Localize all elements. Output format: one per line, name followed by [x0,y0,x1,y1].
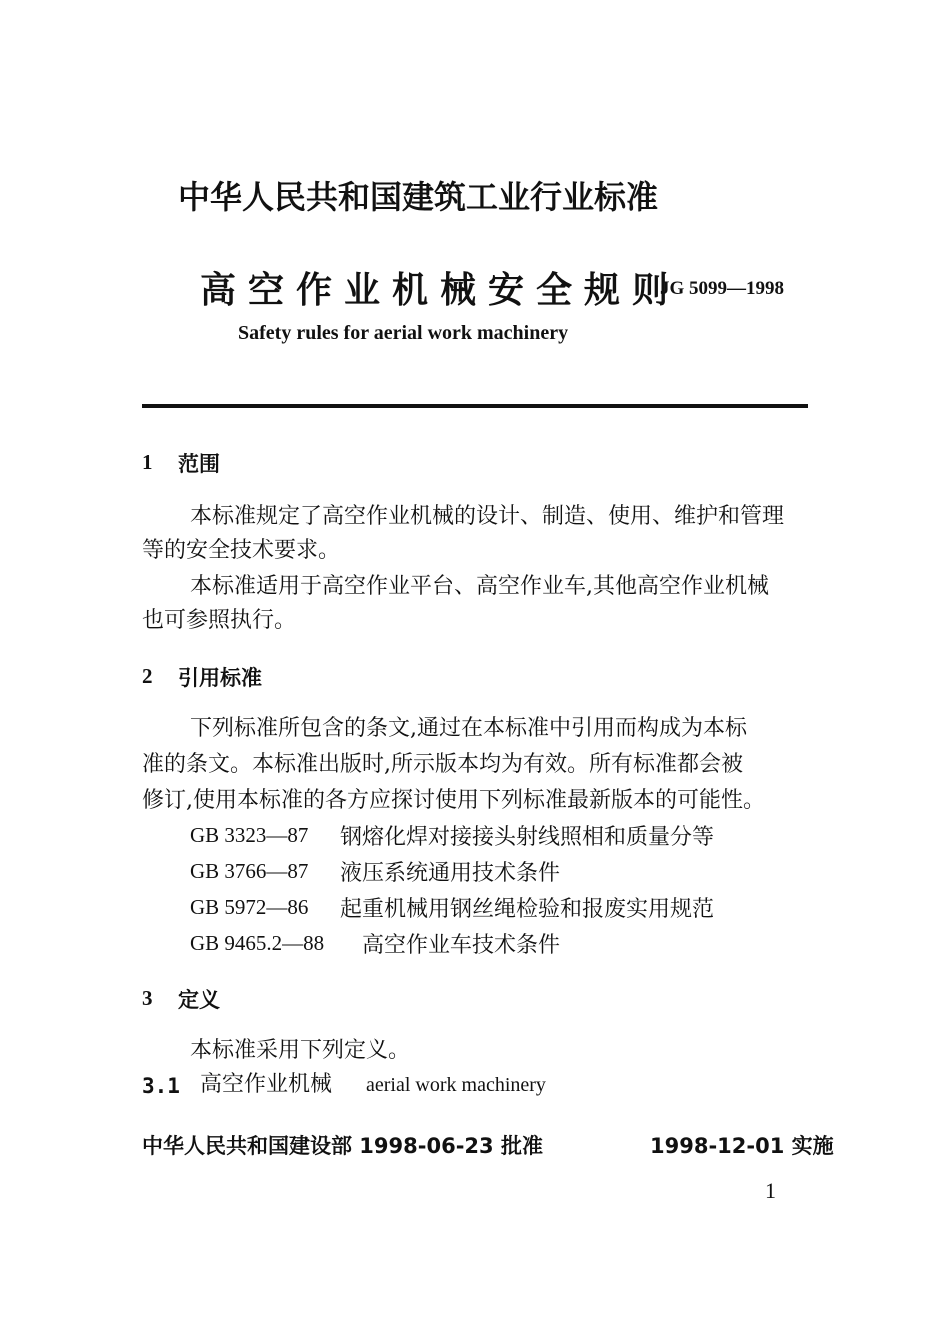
section-3-line: 本标准采用下列定义。 [190,1038,411,1063]
header-divider [142,404,808,408]
section-1-line: 也可参照执行。 [142,608,297,633]
section-3-title: 定义 [178,988,220,1012]
subsection-number: 3.1 [142,1074,180,1098]
subsection-title-en: aerial work machinery [366,1074,546,1096]
reference-code: GB 5972—86 [190,895,309,919]
reference-code: GB 3766—87 [190,859,309,883]
approval-note: 中华人民共和国建设部 1998-06-23 批准 [142,1134,543,1158]
section-2-number: 2 [142,664,153,688]
section-3-number: 3 [142,986,153,1010]
reference-title: 高空作业车技术条件 [362,933,561,958]
section-2-line: 下列标准所包含的条文,通过在本标准中引用而构成为本标 [190,716,747,741]
reference-title: 钢熔化焊对接接头射线照相和质量分等 [340,825,715,850]
section-1-title: 范围 [178,452,220,476]
section-1-line: 本标准适用于高空作业平台、高空作业车,其他高空作业机械 [190,574,769,599]
reference-code: GB 9465.2—88 [190,931,325,955]
reference-code: GB 3323—87 [190,823,309,847]
standard-series: 中华人民共和国建筑工业行业标准 [178,178,659,216]
section-2-line: 准的条文。本标准出版时,所示版本均为有效。所有标准都会被 [142,752,743,777]
section-2-title: 引用标准 [178,666,262,690]
section-1-number: 1 [142,450,153,474]
standard-code: JG 5099—1998 [660,278,785,299]
subsection-title-cn: 高空作业机械 [200,1072,333,1097]
section-2-line: 修订,使用本标准的各方应探讨使用下列标准最新版本的可能性。 [142,788,765,813]
document-title-en: Safety rules for aerial work machinery [238,322,569,344]
section-1-line: 等的安全技术要求。 [142,538,341,563]
reference-title: 液压系统通用技术条件 [340,861,561,886]
section-1-line: 本标准规定了高空作业机械的设计、制造、使用、维护和管理 [190,504,785,529]
reference-title: 起重机械用钢丝绳检验和报废实用规范 [340,897,715,922]
effective-date: 1998-12-01 实施 [650,1134,834,1158]
page-number: 1 [765,1178,776,1203]
document-title-cn: 高空作业机械安全规则 [200,270,681,311]
